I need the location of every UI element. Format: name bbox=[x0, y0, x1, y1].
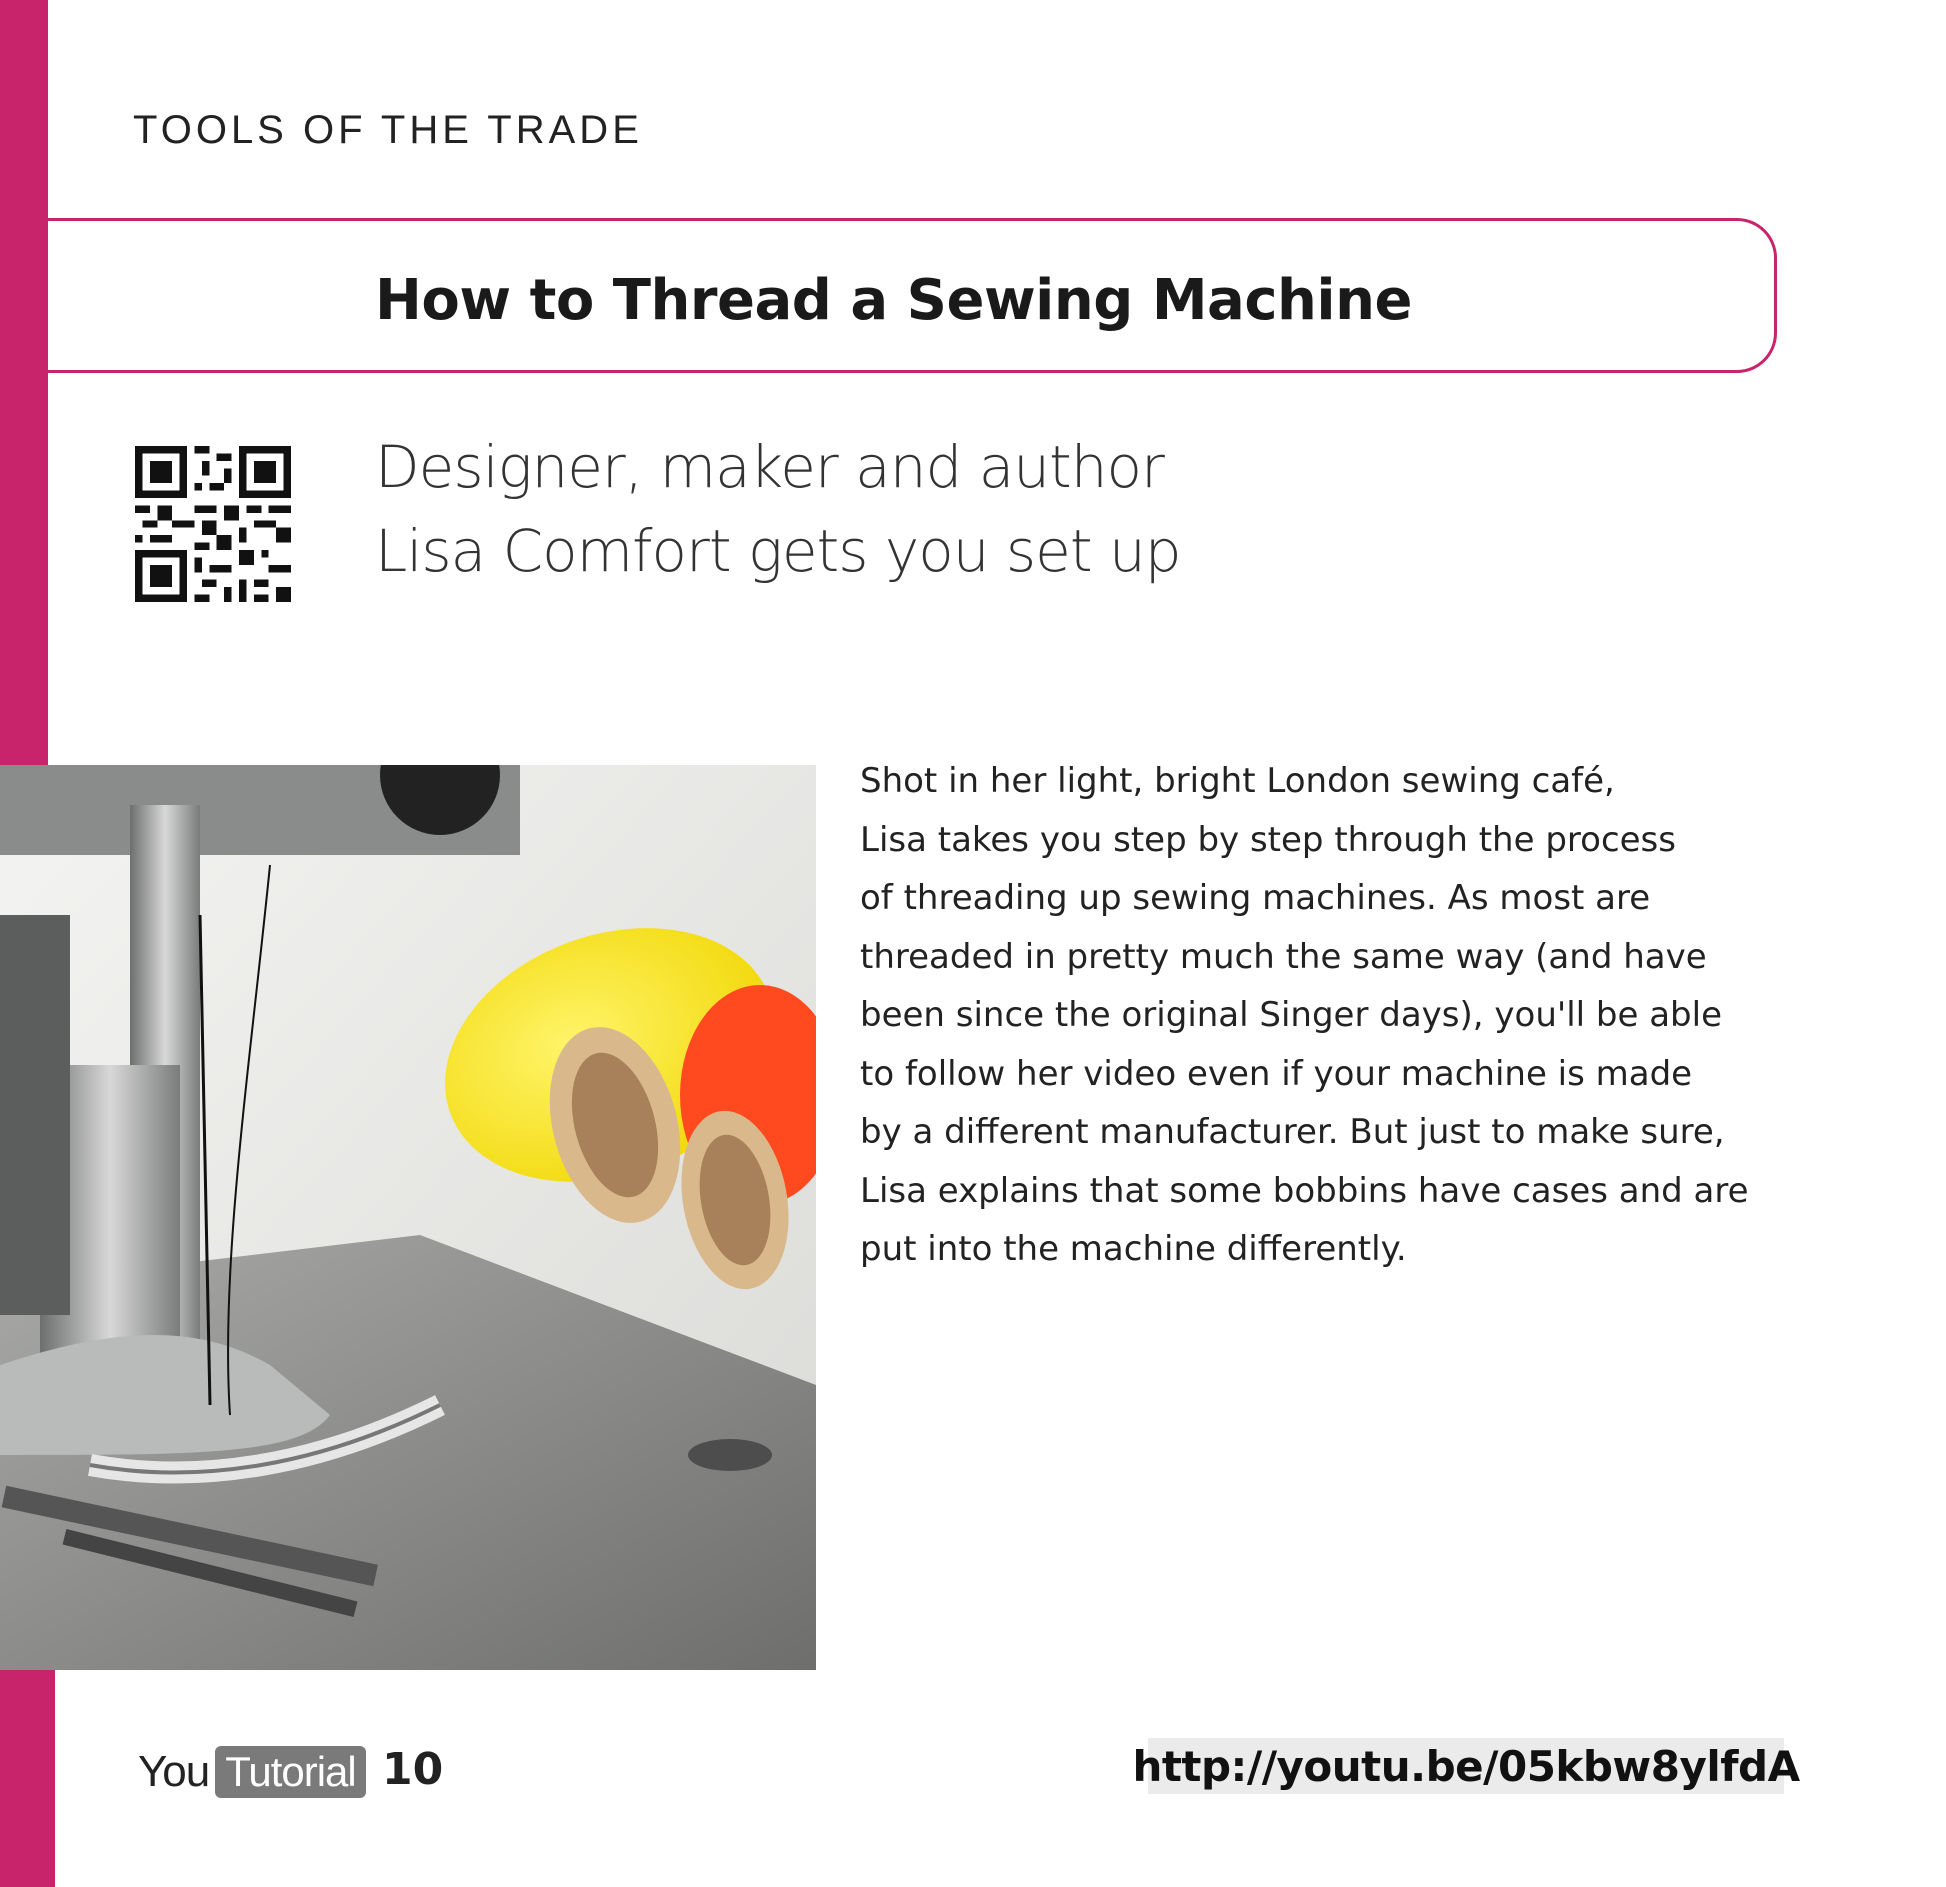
qr-code-icon[interactable] bbox=[135, 446, 291, 602]
section-label: TOOLS OF THE TRADE bbox=[133, 108, 643, 152]
body-line: to follow her video even if your machine is made bbox=[860, 1053, 1693, 1094]
page-title: How to Thread a Sewing Machine bbox=[375, 268, 1412, 333]
subtitle bbox=[375, 425, 1181, 593]
subtitle-line-2: Lisa Comfort gets you set up bbox=[375, 517, 1181, 585]
body-line: Lisa takes you step by step through the process bbox=[860, 819, 1676, 860]
body-line: threaded in pretty much the same way (and have bbox=[860, 936, 1707, 977]
logo-tutorial-badge: Tutorial bbox=[215, 1746, 366, 1798]
you-tutorial-logo bbox=[138, 1744, 366, 1800]
body-line: by a different manufacturer. But just to make sure, bbox=[860, 1112, 1725, 1152]
page-number: 10 bbox=[382, 1744, 444, 1795]
subtitle-line-1: Designer, maker and author bbox=[375, 433, 1164, 501]
accent-bar-bottom bbox=[0, 1670, 55, 1887]
logo-you-text: You bbox=[138, 1747, 210, 1796]
body-line: been since the original Singer days), you'll be able bbox=[860, 995, 1723, 1035]
body-line: Shot in her light, bright London sewing café, bbox=[860, 761, 1615, 801]
body-line: of threading up sewing machines. As most are bbox=[860, 878, 1651, 918]
body-line: put into the machine differently. bbox=[860, 1229, 1407, 1269]
sewing-machine-photo bbox=[0, 765, 816, 1670]
accent-bar-top bbox=[0, 0, 48, 770]
video-url-link[interactable]: http://youtu.be/05kbw8ylfdA bbox=[1148, 1738, 1784, 1794]
body-line: Lisa explains that some bobbins have cases and are bbox=[860, 1170, 1749, 1211]
body-paragraph bbox=[860, 752, 1760, 1279]
